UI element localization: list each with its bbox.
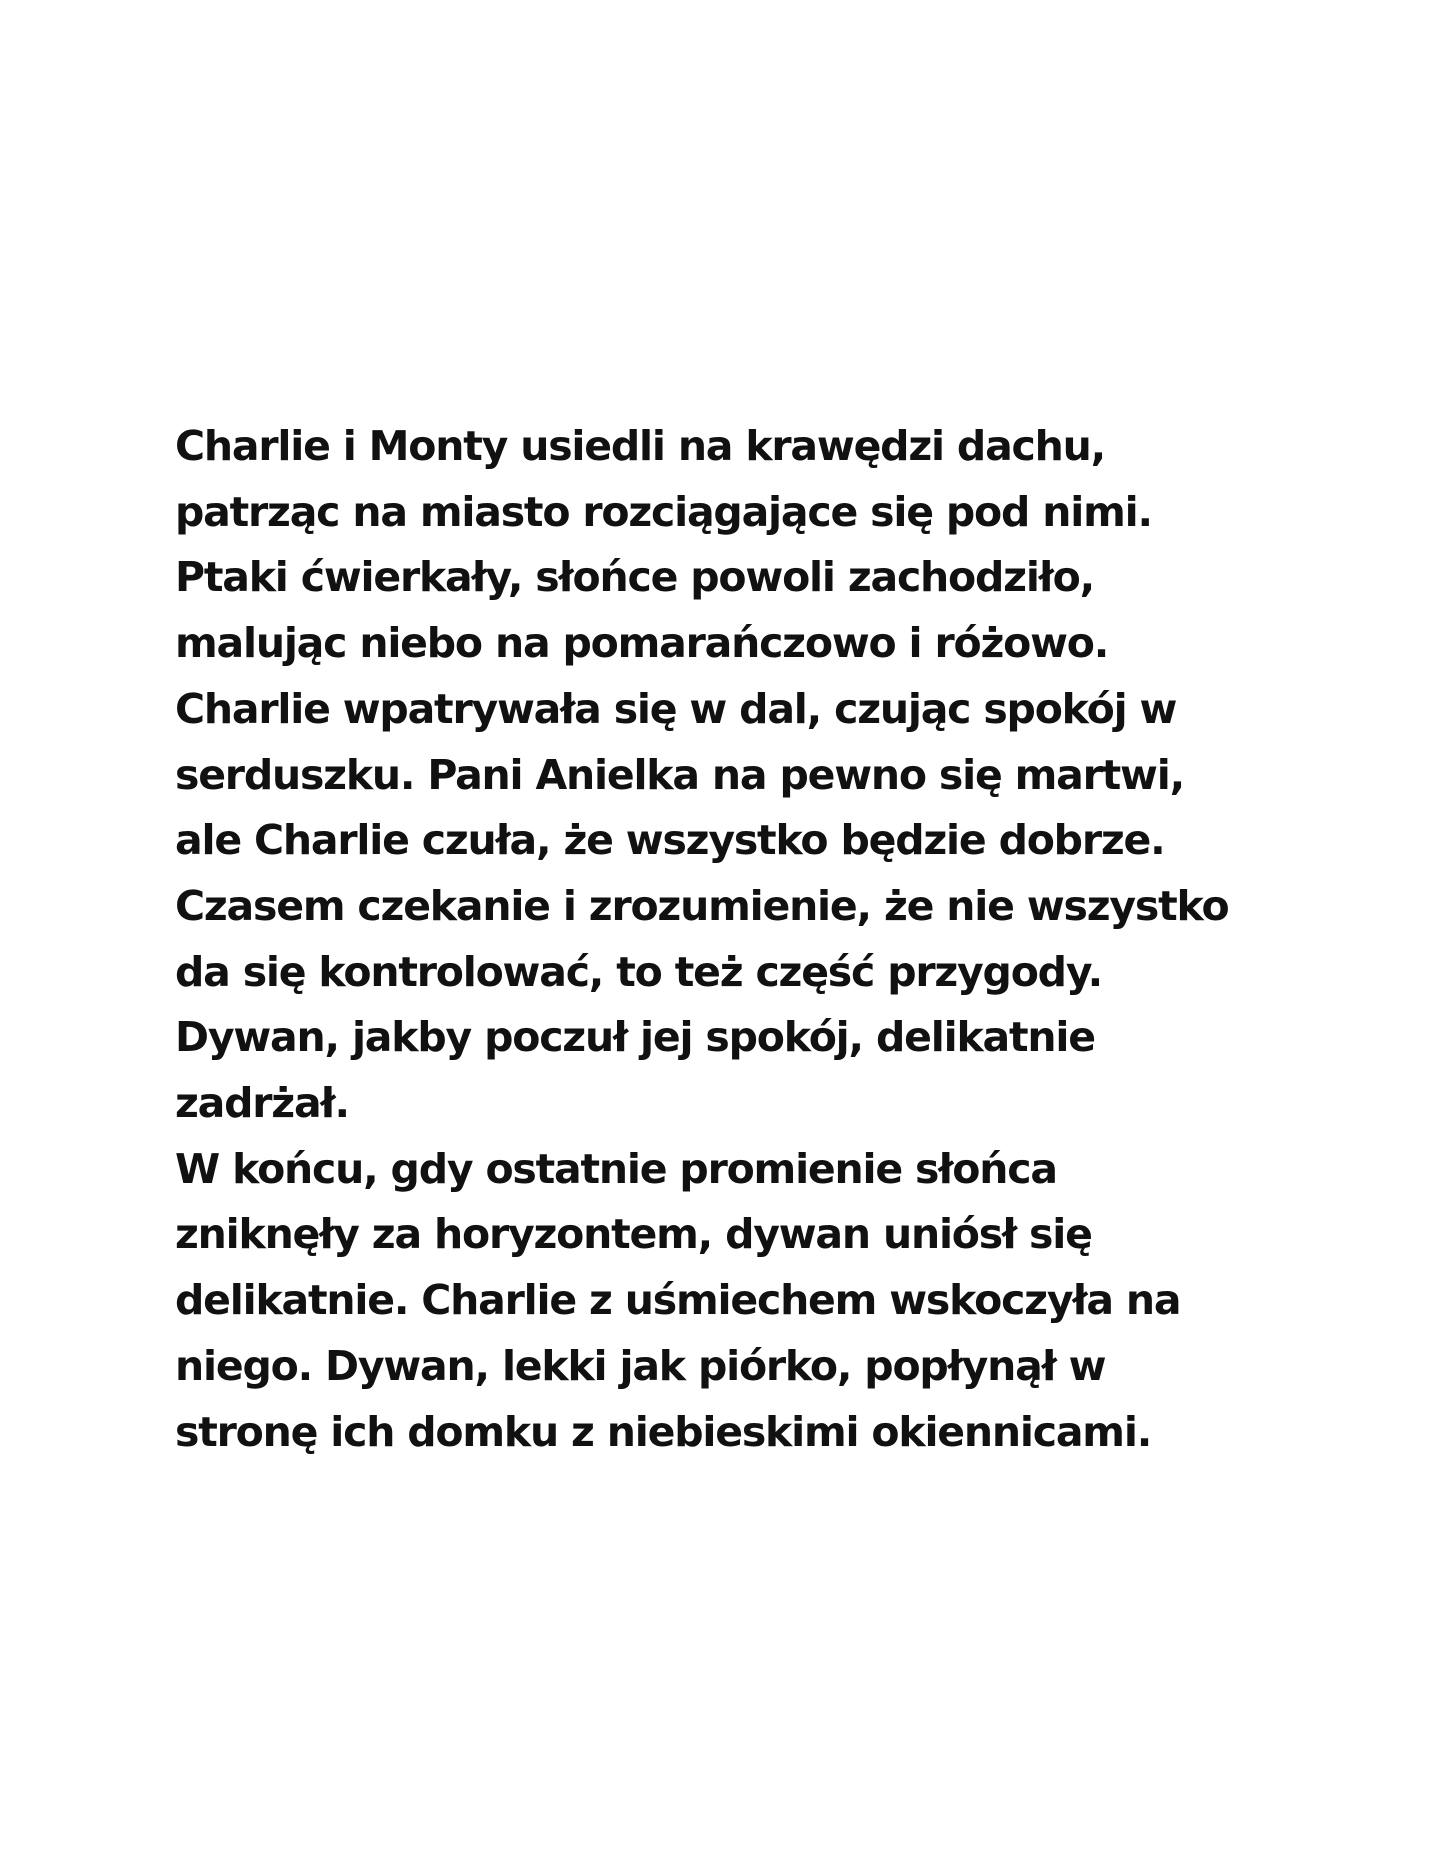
text-line: da się kontrolować, to też część przygody.: [175, 947, 1102, 996]
text-line: malując niebo na pomarańczowo i różowo.: [175, 619, 1109, 668]
text-line: Ptaki ćwierkały, słońce powoli zachodziło,: [175, 553, 1095, 602]
text-line: Charlie i Monty usiedli na krawędzi dachu,: [175, 422, 1105, 470]
story-text: [175, 414, 1325, 1465]
text-line: ale Charlie czuła, że wszystko będzie dobrze.: [175, 816, 1165, 865]
text-line: zniknęły za horyzontem, dywan uniósł się: [175, 1210, 1092, 1259]
text-line: patrząc na miasto rozciągające się pod nimi.: [175, 487, 1152, 536]
text-line: serduszku. Pani Anielka na pewno się martwi,: [175, 750, 1184, 799]
text-line: Dywan, jakby poczuł jej spokój, delikatnie: [175, 1013, 1095, 1062]
text-line: Charlie wpatrywała się w dal, czując spokój w: [175, 684, 1177, 733]
text-line: niego. Dywan, lekki jak piórko, popłynął w: [175, 1341, 1106, 1390]
text-line: zadrżał.: [175, 1079, 349, 1128]
text-line: stronę ich domku z niebieskimi okiennicami.: [175, 1407, 1152, 1456]
text-line: W końcu, gdy ostatnie promienie słońca: [175, 1144, 1057, 1193]
text-line: Czasem czekanie i zrozumienie, że nie wszystko: [175, 881, 1229, 930]
text-line: delikatnie. Charlie z uśmiechem wskoczyła na: [175, 1276, 1181, 1325]
